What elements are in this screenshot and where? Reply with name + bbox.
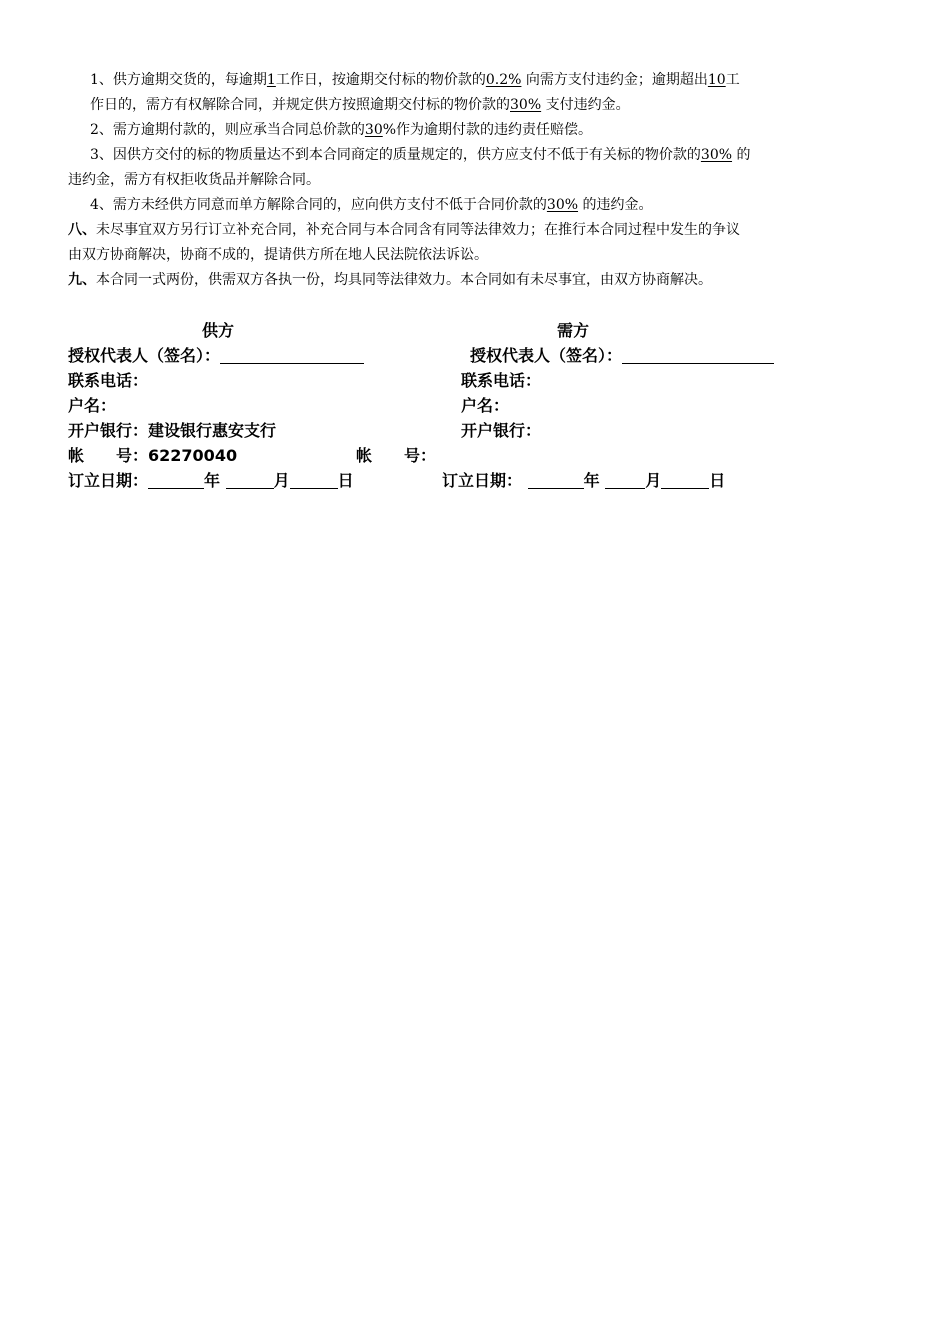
- date-row: [68, 468, 888, 493]
- buyer-signature-blank[interactable]: [622, 345, 774, 364]
- buyer-phone-label: 联系电话：: [461, 371, 542, 390]
- supplier-bank: 开户银行：建设银行惠安支行: [68, 421, 277, 440]
- supplier-rep: 授权代表人（签名）：: [68, 343, 364, 368]
- party-headings: [68, 318, 888, 343]
- supplier-heading: 供方: [202, 321, 235, 340]
- account-no-row: [68, 443, 888, 468]
- overdue-days-value: 1: [266, 72, 276, 88]
- overdue-limit-value: 10: [707, 72, 726, 88]
- supplier-account-no-value: 62270040: [148, 446, 238, 465]
- late-payment-rate: 30: [364, 122, 383, 138]
- termination-penalty-rate: 30%: [510, 97, 542, 113]
- clause-1-line-1: 1、供方逾期交货的，每逾期1工作日，按逾期交付标的物价款的0.2% 向需方支付违约金；逾期超出10工: [90, 72, 740, 88]
- buyer-year-blank[interactable]: [528, 470, 584, 489]
- clause-9-number: 九、: [68, 272, 96, 288]
- account-name-row: [68, 393, 888, 418]
- buyer-account-no-label: 帐 号：: [356, 446, 437, 465]
- supplier-date: 订立日期： 年 月 日: [68, 471, 354, 490]
- supplier-bank-value: 建设银行惠安支行: [148, 421, 277, 440]
- clause-3-line-2: 违约金，需方有权拒收货品并解除合同。: [68, 172, 320, 188]
- clause-2: 2、需方逾期付款的，则应承当合同总价款的30%作为逾期付款的违约责任赔偿。: [90, 122, 593, 138]
- clause-8-line-1: 八、未尽事宜双方另行订立补充合同，补充合同与本合同含有同等法律效力；在推行本合同过程中发生的争议: [68, 222, 740, 238]
- supplier-year-blank[interactable]: [148, 470, 204, 489]
- supplier-phone-label: 联系电话：: [68, 371, 149, 390]
- contract-clauses: [68, 68, 888, 293]
- phone-row: [68, 368, 888, 393]
- unilateral-termination-rate: 30%: [546, 197, 579, 213]
- rep-row: [68, 343, 888, 368]
- supplier-account-no: 帐 号：62270040: [68, 446, 238, 465]
- supplier-account-name-label: 户名：: [68, 396, 117, 415]
- signature-block: [68, 318, 888, 493]
- clause-8-number: 八、: [68, 222, 96, 238]
- quality-penalty-rate: 30%: [700, 147, 733, 163]
- clause-1-line-2: 作日的，需方有权解除合同，并规定供方按照逾期交付标的物价款的30% 支付违约金。: [90, 97, 630, 113]
- buyer-month-blank[interactable]: [605, 470, 645, 489]
- supplier-day-blank[interactable]: [290, 470, 338, 489]
- buyer-bank-label: 开户银行：: [461, 421, 542, 440]
- clause-3-line-1: 3、因供方交付的标的物质量达不到本合同商定的质量规定的，供方应支付不低于有关标的物价款的30% 的: [90, 147, 751, 163]
- buyer-heading: 需方: [557, 321, 590, 340]
- clause-9: 九、本合同一式两份，供需双方各执一份，均具同等法律效力。本合同如有未尽事宜，由双方协商解决。: [68, 272, 712, 288]
- clause-8-line-2: 由双方协商解决，协商不成的，提请供方所在地人民法院依法诉讼。: [68, 247, 488, 263]
- buyer-account-name-label: 户名：: [461, 396, 510, 415]
- bank-row: [68, 418, 888, 443]
- daily-penalty-rate: 0.2%: [485, 72, 522, 88]
- buyer-rep: 授权代表人（签名）：: [470, 343, 774, 368]
- buyer-date: 订立日期： 年 月 日: [442, 471, 726, 490]
- clause-4: 4、需方未经供方同意而单方解除合同的，应向供方支付不低于合同价款的30% 的违约金。: [90, 197, 653, 213]
- supplier-signature-blank[interactable]: [220, 345, 364, 364]
- buyer-day-blank[interactable]: [661, 470, 709, 489]
- supplier-month-blank[interactable]: [226, 470, 274, 489]
